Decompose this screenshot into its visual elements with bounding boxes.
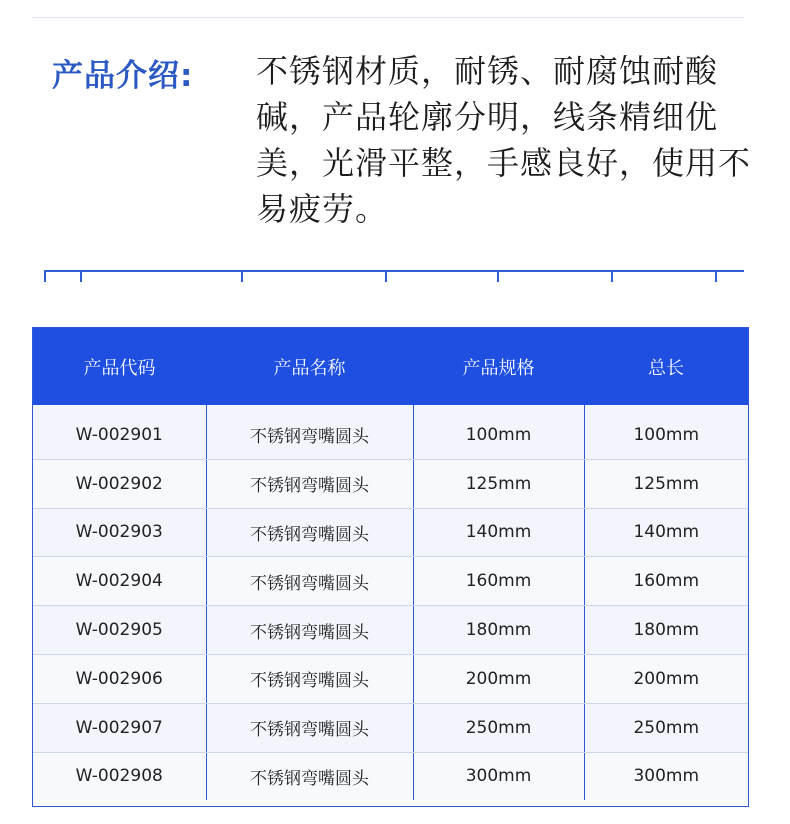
cell-product-name: 不锈钢弯嘴圆头	[206, 557, 413, 606]
cell-product-spec: 140mm	[413, 508, 584, 557]
table-row	[33, 557, 748, 606]
cell-total-length: 200mm	[584, 654, 748, 703]
ruler-tick	[497, 270, 499, 282]
table-row	[33, 459, 748, 508]
cell-product-name: 不锈钢弯嘴圆头	[206, 752, 413, 800]
table-row	[33, 703, 748, 752]
intro-label: 产品介绍:	[52, 58, 194, 94]
cell-product-name: 不锈钢弯嘴圆头	[206, 606, 413, 655]
cell-total-length: 100mm	[584, 405, 748, 459]
cell-product-name: 不锈钢弯嘴圆头	[206, 703, 413, 752]
table-header-row	[33, 328, 748, 405]
ruler-divider	[44, 270, 744, 282]
cell-product-name: 不锈钢弯嘴圆头	[206, 508, 413, 557]
ruler-tick	[44, 270, 46, 282]
cell-product-spec: 250mm	[413, 703, 584, 752]
table-row	[33, 405, 748, 459]
cell-product-spec: 125mm	[413, 459, 584, 508]
ruler-tick	[611, 270, 613, 282]
cell-total-length: 300mm	[584, 752, 748, 800]
cell-product-code: W-002903	[33, 508, 206, 557]
cell-total-length: 140mm	[584, 508, 748, 557]
cell-total-length: 160mm	[584, 557, 748, 606]
cell-product-code: W-002902	[33, 459, 206, 508]
intro-text: 不锈钢材质，耐锈、耐腐蚀耐酸碱，产品轮廓分明，线条精细优美，光滑平整，手感良好，使用不易疲劳。	[256, 52, 752, 228]
cell-product-name: 不锈钢弯嘴圆头	[206, 405, 413, 459]
cell-product-spec: 100mm	[413, 405, 584, 459]
cell-product-spec: 160mm	[413, 557, 584, 606]
cell-product-name: 不锈钢弯嘴圆头	[206, 459, 413, 508]
header-total-length: 总长	[648, 357, 684, 379]
cell-product-code: W-002905	[33, 606, 206, 655]
ruler-tick	[385, 270, 387, 282]
cell-total-length: 125mm	[584, 459, 748, 508]
cell-product-code: W-002908	[33, 752, 206, 800]
ruler-tick	[715, 270, 717, 282]
cell-product-code: W-002904	[33, 557, 206, 606]
cell-product-code: W-002907	[33, 703, 206, 752]
ruler-tick	[80, 270, 82, 282]
ruler-line	[44, 270, 744, 272]
table-row	[33, 606, 748, 655]
cell-total-length: 180mm	[584, 606, 748, 655]
cell-product-code: W-002901	[33, 405, 206, 459]
table-row	[33, 508, 748, 557]
cell-total-length: 250mm	[584, 703, 748, 752]
header-product-code: 产品代码	[83, 357, 156, 379]
cell-product-spec: 300mm	[413, 752, 584, 800]
top-divider	[32, 17, 744, 18]
table-row	[33, 654, 748, 703]
header-product-name: 产品名称	[273, 357, 346, 379]
cell-product-name: 不锈钢弯嘴圆头	[206, 654, 413, 703]
ruler-tick	[241, 270, 243, 282]
table-row	[33, 752, 748, 800]
cell-product-spec: 180mm	[413, 606, 584, 655]
cell-product-spec: 200mm	[413, 654, 584, 703]
cell-product-code: W-002906	[33, 654, 206, 703]
header-product-spec: 产品规格	[462, 357, 535, 379]
product-spec-table	[32, 327, 749, 807]
